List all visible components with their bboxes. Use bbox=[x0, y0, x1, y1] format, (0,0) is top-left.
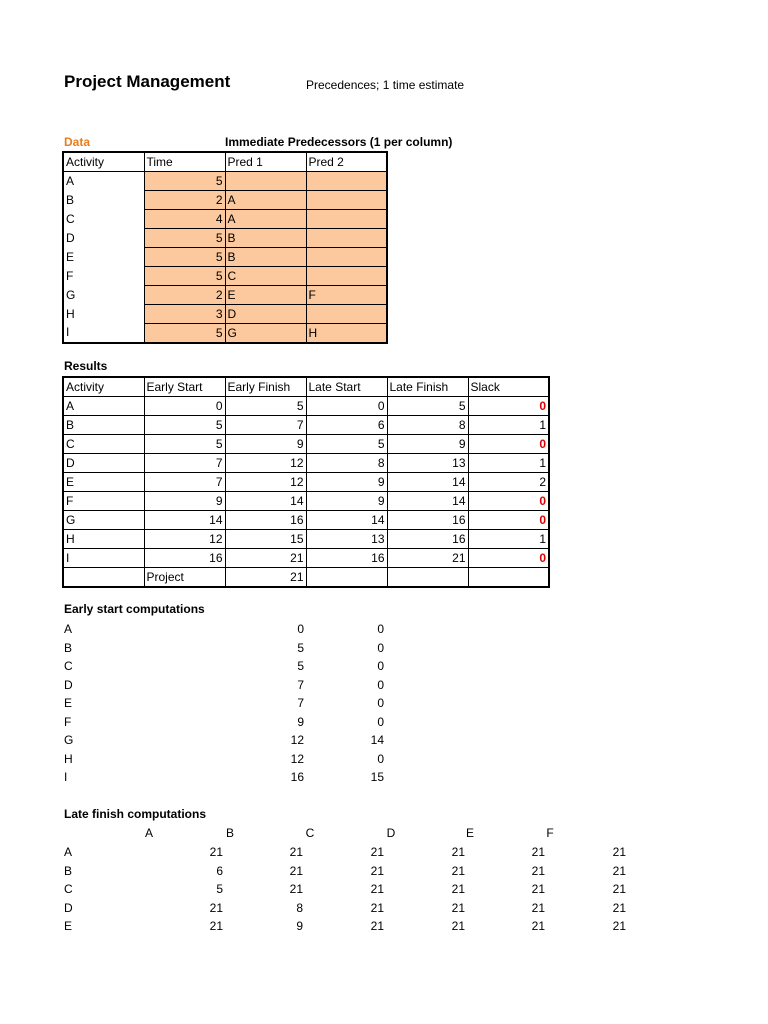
late-col-header: F bbox=[546, 826, 554, 840]
result-cell: 0 bbox=[468, 511, 549, 530]
activity-cell: G bbox=[63, 511, 144, 530]
early-value: 7 bbox=[297, 677, 304, 692]
input-cell: D bbox=[225, 305, 306, 324]
result-cell: 9 bbox=[144, 492, 225, 511]
late-col-header: B bbox=[225, 826, 234, 840]
input-cell: G bbox=[225, 324, 306, 344]
late-value: 21 bbox=[612, 900, 626, 915]
results-row bbox=[63, 492, 549, 511]
data-row bbox=[63, 267, 387, 286]
late-value: 21 bbox=[612, 882, 626, 896]
late-value: 21 bbox=[209, 845, 223, 859]
early-activity-label: D bbox=[64, 677, 73, 692]
late-activity-label: D bbox=[64, 900, 73, 915]
input-cell: A bbox=[225, 191, 306, 210]
late-value: 21 bbox=[451, 900, 465, 915]
input-cell: 3 bbox=[144, 305, 225, 324]
result-cell: 1 bbox=[468, 530, 549, 549]
result-cell: 16 bbox=[387, 511, 468, 530]
data-header-cell: Pred 1 bbox=[225, 152, 306, 172]
data-header-cell: Time bbox=[144, 152, 225, 172]
early-value: 5 bbox=[297, 659, 304, 673]
activity-cell: D bbox=[63, 229, 144, 248]
late-col-header: A bbox=[144, 826, 153, 840]
project-empty-cell bbox=[63, 568, 144, 588]
result-cell: 0 bbox=[468, 549, 549, 568]
result-cell: 0 bbox=[468, 435, 549, 454]
early-value: 12 bbox=[290, 733, 304, 747]
project-empty-cell bbox=[468, 568, 549, 588]
activity-cell: F bbox=[63, 267, 144, 286]
data-header-cell: Pred 2 bbox=[306, 152, 387, 172]
input-cell bbox=[306, 210, 387, 229]
result-cell: 16 bbox=[306, 549, 387, 568]
data-row bbox=[63, 248, 387, 267]
result-cell: 0 bbox=[306, 397, 387, 416]
late-col-header: D bbox=[386, 826, 396, 840]
input-cell bbox=[306, 191, 387, 210]
late-value: 21 bbox=[370, 863, 384, 878]
result-cell: 12 bbox=[144, 530, 225, 549]
result-cell: 12 bbox=[225, 473, 306, 492]
late-value: 21 bbox=[370, 919, 384, 933]
input-cell: A bbox=[225, 210, 306, 229]
result-cell: 1 bbox=[468, 416, 549, 435]
late-value: 21 bbox=[451, 919, 465, 933]
activity-cell: B bbox=[63, 191, 144, 210]
input-cell: C bbox=[225, 267, 306, 286]
result-cell: 14 bbox=[225, 492, 306, 511]
early-activity-label: H bbox=[64, 751, 73, 766]
late-value: 8 bbox=[296, 900, 303, 915]
results-header-cell: Slack bbox=[468, 377, 549, 397]
input-cell bbox=[225, 172, 306, 191]
results-table bbox=[62, 376, 550, 588]
result-cell: 7 bbox=[144, 454, 225, 473]
late-value: 21 bbox=[370, 845, 384, 859]
activity-cell: A bbox=[63, 397, 144, 416]
early-value: 15 bbox=[370, 770, 384, 784]
data-header-row bbox=[63, 152, 387, 172]
result-cell: 5 bbox=[144, 435, 225, 454]
result-cell: 9 bbox=[387, 435, 468, 454]
input-cell: 5 bbox=[144, 324, 225, 344]
late-value: 21 bbox=[289, 882, 303, 896]
project-value: 21 bbox=[225, 568, 306, 588]
late-value: 21 bbox=[612, 863, 626, 878]
late-value: 21 bbox=[612, 845, 626, 859]
data-header-cell: Activity bbox=[63, 152, 144, 172]
results-header-cell: Late Finish bbox=[387, 377, 468, 397]
late-value: 21 bbox=[531, 845, 545, 859]
results-header-cell: Early Start bbox=[144, 377, 225, 397]
late-value: 21 bbox=[451, 845, 465, 859]
late-activity-label: C bbox=[64, 882, 73, 896]
late-value: 21 bbox=[451, 863, 465, 878]
early-value: 0 bbox=[377, 640, 384, 655]
input-cell bbox=[306, 267, 387, 286]
results-row bbox=[63, 435, 549, 454]
result-cell: 16 bbox=[225, 511, 306, 530]
results-row bbox=[63, 397, 549, 416]
early-activity-label: E bbox=[64, 696, 73, 710]
results-row bbox=[63, 511, 549, 530]
results-header-cell: Activity bbox=[63, 377, 144, 397]
late-value: 6 bbox=[216, 863, 223, 878]
late-value: 21 bbox=[612, 919, 626, 933]
late-value: 21 bbox=[451, 882, 465, 896]
input-cell bbox=[306, 229, 387, 248]
late-finish-block bbox=[0, 826, 768, 946]
activity-cell: E bbox=[63, 473, 144, 492]
early-value: 0 bbox=[377, 659, 384, 673]
activity-cell: C bbox=[63, 210, 144, 229]
late-col-header: C bbox=[305, 826, 315, 840]
result-cell: 13 bbox=[387, 454, 468, 473]
activity-cell: E bbox=[63, 248, 144, 267]
result-cell: 16 bbox=[387, 530, 468, 549]
data-row bbox=[63, 286, 387, 305]
input-cell: 5 bbox=[144, 267, 225, 286]
late-activity-label: A bbox=[64, 845, 73, 859]
result-cell: 6 bbox=[306, 416, 387, 435]
early-value: 14 bbox=[370, 733, 384, 747]
early-value: 5 bbox=[297, 640, 304, 655]
activity-cell: B bbox=[63, 416, 144, 435]
data-row bbox=[63, 172, 387, 191]
early-activity-label: F bbox=[64, 714, 72, 729]
result-cell: 5 bbox=[306, 435, 387, 454]
input-cell: B bbox=[225, 229, 306, 248]
late-value: 21 bbox=[209, 919, 223, 933]
results-table-body bbox=[63, 377, 549, 587]
result-cell: 8 bbox=[387, 416, 468, 435]
data-section-label: Data bbox=[64, 135, 91, 149]
early-activity-label: A bbox=[64, 622, 73, 636]
result-cell: 9 bbox=[225, 435, 306, 454]
early-start-label: Early start computations bbox=[64, 602, 205, 616]
activity-cell: I bbox=[63, 324, 144, 344]
result-cell: 0 bbox=[468, 492, 549, 511]
project-empty-cell bbox=[306, 568, 387, 588]
early-value: 12 bbox=[290, 751, 304, 766]
late-value: 21 bbox=[370, 882, 384, 896]
late-finish-label: Late finish computations bbox=[64, 807, 207, 821]
early-value: 0 bbox=[377, 696, 384, 710]
activity-cell: H bbox=[63, 530, 144, 549]
input-cell bbox=[306, 305, 387, 324]
results-row bbox=[63, 454, 549, 473]
late-value: 21 bbox=[531, 900, 545, 915]
project-row bbox=[63, 568, 549, 588]
input-cell bbox=[306, 172, 387, 191]
input-cell: H bbox=[306, 324, 387, 344]
early-activity-label: G bbox=[64, 733, 74, 747]
result-cell: 21 bbox=[225, 549, 306, 568]
early-value: 9 bbox=[297, 714, 304, 729]
late-value: 5 bbox=[216, 882, 223, 896]
input-cell bbox=[306, 248, 387, 267]
result-cell: 14 bbox=[144, 511, 225, 530]
early-value: 0 bbox=[377, 622, 384, 636]
input-cell: 2 bbox=[144, 286, 225, 305]
result-cell: 14 bbox=[387, 492, 468, 511]
data-row bbox=[63, 324, 387, 344]
result-cell: 12 bbox=[225, 454, 306, 473]
early-start-block bbox=[0, 622, 768, 792]
result-cell: 7 bbox=[225, 416, 306, 435]
page-subtitle: Precedences; 1 time estimate bbox=[306, 78, 465, 92]
activity-cell: I bbox=[63, 549, 144, 568]
late-value: 21 bbox=[289, 863, 303, 878]
early-activity-label: C bbox=[64, 659, 73, 673]
activity-cell: G bbox=[63, 286, 144, 305]
input-cell: B bbox=[225, 248, 306, 267]
result-cell: 2 bbox=[468, 473, 549, 492]
data-row bbox=[63, 229, 387, 248]
results-header-cell: Early Finish bbox=[225, 377, 306, 397]
result-cell: 9 bbox=[306, 492, 387, 511]
late-value: 21 bbox=[289, 845, 303, 859]
result-cell: 5 bbox=[225, 397, 306, 416]
data-row bbox=[63, 305, 387, 324]
early-value: 16 bbox=[290, 770, 304, 784]
result-cell: 13 bbox=[306, 530, 387, 549]
result-cell: 7 bbox=[144, 473, 225, 492]
late-value: 21 bbox=[531, 882, 545, 896]
early-value: 0 bbox=[377, 751, 384, 766]
data-table bbox=[62, 151, 388, 344]
late-value: 21 bbox=[209, 900, 223, 915]
result-cell: 5 bbox=[387, 397, 468, 416]
results-header-cell: Late Start bbox=[306, 377, 387, 397]
results-row bbox=[63, 549, 549, 568]
data-row bbox=[63, 210, 387, 229]
late-value: 9 bbox=[296, 919, 303, 933]
results-section-label: Results bbox=[64, 359, 108, 373]
result-cell: 0 bbox=[468, 397, 549, 416]
result-cell: 0 bbox=[144, 397, 225, 416]
result-cell: 14 bbox=[387, 473, 468, 492]
predecessors-label: Immediate Predecessors (1 per column) bbox=[225, 135, 453, 149]
result-cell: 1 bbox=[468, 454, 549, 473]
results-row bbox=[63, 530, 549, 549]
early-activity-label: I bbox=[64, 770, 68, 784]
result-cell: 14 bbox=[306, 511, 387, 530]
input-cell: 4 bbox=[144, 210, 225, 229]
activity-cell: F bbox=[63, 492, 144, 511]
result-cell: 16 bbox=[144, 549, 225, 568]
early-value: 0 bbox=[377, 714, 384, 729]
result-cell: 5 bbox=[144, 416, 225, 435]
result-cell: 8 bbox=[306, 454, 387, 473]
activity-cell: A bbox=[63, 172, 144, 191]
early-value: 0 bbox=[297, 622, 304, 636]
result-cell: 21 bbox=[387, 549, 468, 568]
late-value: 21 bbox=[531, 919, 545, 933]
input-cell: F bbox=[306, 286, 387, 305]
early-value: 0 bbox=[377, 677, 384, 692]
project-label: Project bbox=[144, 568, 225, 588]
activity-cell: C bbox=[63, 435, 144, 454]
result-cell: 15 bbox=[225, 530, 306, 549]
late-value: 21 bbox=[531, 863, 545, 878]
late-value: 21 bbox=[370, 900, 384, 915]
data-table-body bbox=[63, 152, 387, 343]
activity-cell: H bbox=[63, 305, 144, 324]
late-col-header: E bbox=[465, 826, 474, 840]
input-cell: E bbox=[225, 286, 306, 305]
input-cell: 2 bbox=[144, 191, 225, 210]
early-activity-label: B bbox=[64, 640, 73, 655]
data-row bbox=[63, 191, 387, 210]
input-cell: 5 bbox=[144, 229, 225, 248]
results-row bbox=[63, 473, 549, 492]
input-cell: 5 bbox=[144, 248, 225, 267]
page-title: Project Management bbox=[64, 72, 231, 91]
result-cell: 9 bbox=[306, 473, 387, 492]
activity-cell: D bbox=[63, 454, 144, 473]
late-activity-label: B bbox=[64, 863, 73, 878]
input-cell: 5 bbox=[144, 172, 225, 191]
results-header-row bbox=[63, 377, 549, 397]
early-value: 7 bbox=[297, 696, 304, 710]
late-activity-label: E bbox=[64, 919, 73, 933]
project-empty-cell bbox=[387, 568, 468, 588]
results-row bbox=[63, 416, 549, 435]
